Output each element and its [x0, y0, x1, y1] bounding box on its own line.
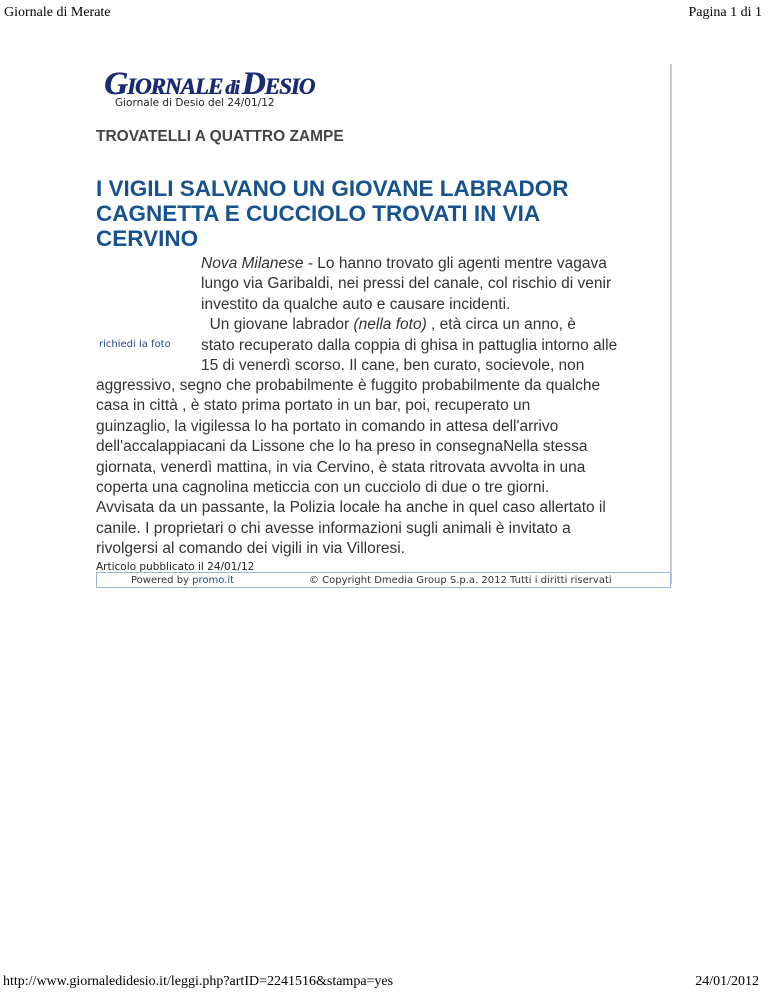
article-headline	[96, 176, 656, 251]
body-line: lungo via Garibaldi, nei pressi del canale, col rischio di venir	[201, 275, 612, 293]
body-line: 15 di venerdì scorso. Il cane, ben curato, socievole, non	[201, 357, 585, 375]
print-header-page: Pagina 1 di 1	[688, 5, 762, 20]
body-line: dell'accalappiacani da Lissone che lo ha preso in consegnaNella stessa	[96, 438, 588, 456]
body-line: casa in città , è stato prima portato in un bar, poi, recuperato un	[96, 397, 531, 415]
article-kicker: TROVATELLI A QUATTRO ZAMPE	[96, 128, 344, 145]
body-line: canile. I proprietari o chi avesse informazioni sugli animali è invitato a	[96, 519, 571, 537]
article-location: Nova Milanese	[201, 255, 304, 272]
body-line: Avvisata da un passante, la Polizia locale ha anche in quel caso allertato il	[96, 499, 606, 517]
body-line: Un giovane labrador (nella foto) , età circa un anno, è	[201, 316, 576, 334]
promo-link[interactable]: promo.it	[192, 575, 235, 586]
source-line: Giornale di Desio del 24/01/12	[115, 97, 275, 109]
body-line: rivolgersi al comando dei vigili in via Villoresi.	[96, 540, 405, 558]
copyright-notice: © Copyright Dmedia Group S.p.a. 2012 Tutti i diritti riservati	[309, 575, 612, 586]
body-line: guinzaglio, la vigilessa lo ha portato in comando in attesa dell'arrivo	[96, 417, 559, 435]
powered-by: Powered by promo.it	[131, 575, 235, 586]
body-line: Nova Milanese - Lo hanno trovato gli agenti mentre vagava	[201, 255, 607, 272]
headline-line: CAGNETTA E CUCCIOLO TROVATI IN VIA	[96, 201, 541, 226]
published-date: Articolo pubblicato il 24/01/12	[96, 561, 255, 573]
headline-line: CERVINO	[96, 226, 199, 251]
body-line: stato recuperato dalla coppia di ghisa in pattuglia intorno alle	[201, 336, 618, 354]
body-line: investito da qualche auto e causare incidenti.	[201, 295, 511, 313]
body-line: coperta una cagnolina meticcia con un cucciolo di due o tre giorni.	[96, 479, 550, 497]
print-footer-url: http://www.giornaledidesio.it/leggi.php?artID=2241516&stampa=yes	[3, 974, 394, 989]
body-line: aggressivo, segno che probabilmente è fuggito probabilmente da qualche	[96, 377, 601, 394]
print-footer-date: 24/01/2012	[695, 974, 759, 989]
article-body-lead	[201, 254, 671, 376]
body-line: giornata, venerdì mattina, in via Cervino, è stata ritrovata avvolta in una	[96, 458, 586, 476]
site-footer	[96, 572, 671, 588]
headline-line: I VIGILI SALVANO UN GIOVANE LABRADOR	[96, 176, 569, 201]
request-photo-link[interactable]: richiedi la foto	[99, 339, 171, 350]
article-body	[96, 376, 671, 560]
print-header-title: Giornale di Merate	[4, 5, 111, 20]
masthead-logo: GIORNALE di DESIO	[104, 66, 315, 102]
